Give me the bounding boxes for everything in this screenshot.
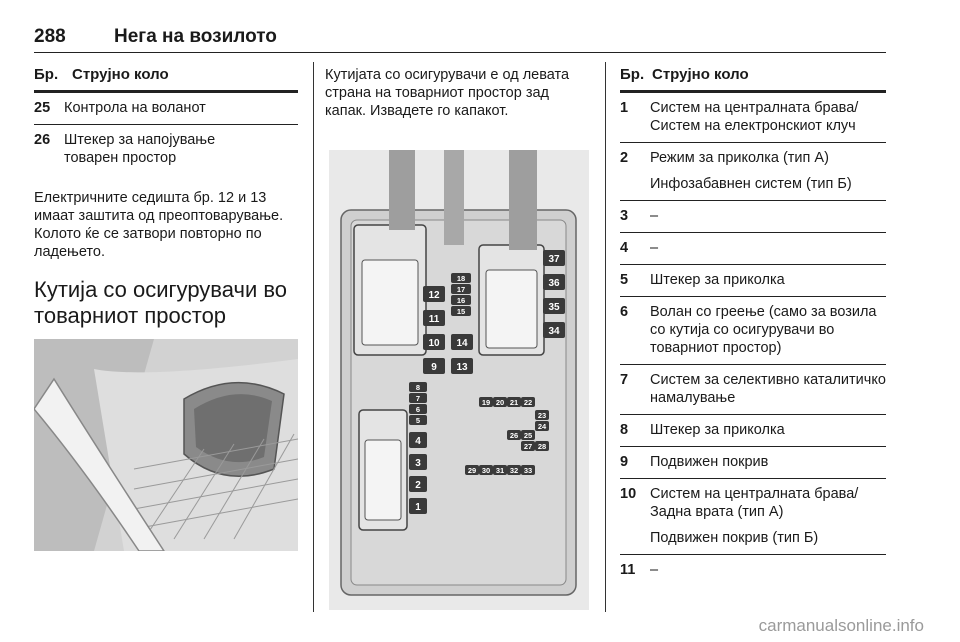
svg-text:5: 5 (415, 416, 421, 425)
row-main-text: Подвижен покрив (650, 454, 769, 470)
row-text (650, 99, 886, 135)
fuse-label-36 (543, 274, 565, 290)
table-row (620, 93, 886, 143)
section-title: Кутија со осигурувачи во товарниот простор (34, 277, 288, 328)
fuse-label-14 (451, 334, 473, 350)
row-main-text: – (650, 240, 659, 256)
row-number: 11 (620, 562, 636, 578)
fuse-note-paragraph: Електричните седишта бр. 12 и 13 имаат заштита од преоптоварување. Колото ќе се затвори повторно по ладењето. (34, 190, 284, 260)
row-text (650, 271, 886, 289)
fuse-label-2 (409, 476, 427, 492)
row-number: 26 (34, 132, 51, 148)
column-divider (605, 62, 606, 612)
svg-text:3: 3 (415, 458, 421, 469)
row-number: 5 (620, 272, 629, 288)
row-main-text: Систем на централната брава/Задна врата (тип А) (650, 486, 859, 520)
svg-text:12: 12 (428, 290, 440, 301)
fuse-label-30 (479, 465, 493, 475)
svg-text:14: 14 (456, 338, 468, 349)
table-row (620, 201, 886, 233)
row-text (650, 149, 886, 193)
svg-text:17: 17 (456, 285, 466, 294)
row-number: 6 (620, 304, 629, 320)
fuse-label-7 (409, 393, 427, 403)
fuse-label-28 (535, 441, 549, 451)
fuse-label-5 (409, 415, 427, 425)
svg-text:11: 11 (428, 314, 440, 325)
row-sub-text: Инфозабавнен систем (тип Б) (650, 176, 852, 192)
row-number: 3 (620, 208, 629, 224)
fuse-label-33 (521, 465, 535, 475)
table-row (620, 479, 886, 555)
fuse-label-19 (479, 397, 493, 407)
fuse-label-31 (493, 465, 507, 475)
svg-text:23: 23 (537, 411, 547, 420)
fuse-label-32 (507, 465, 521, 475)
table-row (34, 125, 298, 174)
table-row (620, 365, 886, 415)
row-text (650, 453, 886, 471)
row-number: 1 (620, 100, 629, 116)
table-header (620, 66, 886, 93)
fuse-label-20 (493, 397, 507, 407)
fuse-label-23 (535, 410, 549, 420)
row-sub-text: Подвижен покрив (тип Б) (650, 530, 819, 546)
table-header-circuit: Струјно коло (72, 66, 169, 83)
svg-text:19: 19 (481, 398, 491, 407)
svg-text:25: 25 (523, 431, 533, 440)
row-text (650, 485, 886, 547)
fuse-label-4 (409, 432, 427, 448)
fuse-label-27 (521, 441, 535, 451)
svg-text:24: 24 (537, 422, 547, 431)
svg-text:1: 1 (415, 502, 421, 513)
row-number: 25 (34, 100, 51, 116)
row-text (650, 561, 886, 579)
row-text (650, 421, 886, 439)
fuse-label-6 (409, 404, 427, 414)
svg-text:33: 33 (523, 466, 533, 475)
svg-text:18: 18 (456, 274, 466, 283)
table-header-circuit: Струјно коло (652, 66, 749, 83)
row-text: Контрола на воланот (64, 100, 206, 116)
svg-text:35: 35 (548, 302, 560, 313)
fuse-label-37 (543, 250, 565, 266)
page-number: 288 (34, 26, 66, 47)
row-main-text: Систем на централната брава/Систем на електронскиот клуч (650, 100, 859, 134)
fuse-label-34 (543, 322, 565, 338)
row-main-text: Штекер за приколка (650, 272, 785, 288)
svg-text:31: 31 (495, 466, 505, 475)
fuse-label-18 (451, 273, 471, 283)
svg-text:34: 34 (548, 326, 560, 337)
watermark: carmanualsonline.info (758, 616, 924, 635)
page-header (34, 22, 886, 53)
fuse-label-8 (409, 382, 427, 392)
row-main-text: Волан со греење (само за возила со кутија со осигурувачи во товарниот простор) (650, 304, 877, 356)
svg-text:15: 15 (456, 307, 466, 316)
table-row (620, 415, 886, 447)
fuse-box-diagram (329, 150, 589, 610)
fuse-label-11 (423, 310, 445, 326)
svg-text:21: 21 (509, 398, 519, 407)
middle-column (325, 66, 593, 120)
svg-text:37: 37 (548, 254, 560, 265)
row-text (650, 239, 886, 257)
fuse-label-35 (543, 298, 565, 314)
fuse-label-21 (507, 397, 521, 407)
table-header-number: Бр. (620, 66, 645, 83)
fuse-label-24 (535, 421, 549, 431)
column-divider (313, 62, 314, 612)
row-number: 4 (620, 240, 629, 256)
row-number: 10 (620, 486, 637, 502)
svg-text:9: 9 (431, 362, 437, 373)
row-main-text: Штекер за приколка (650, 422, 785, 438)
table-header-number: Бр. (34, 66, 59, 83)
row-number: 7 (620, 372, 629, 388)
fuse-label-3 (409, 454, 427, 470)
row-number: 8 (620, 422, 629, 438)
svg-text:7: 7 (415, 394, 421, 403)
table-row (620, 555, 886, 586)
fuse-label-16 (451, 295, 471, 305)
svg-text:36: 36 (548, 278, 560, 289)
svg-text:27: 27 (523, 442, 533, 451)
fuse-label-10 (423, 334, 445, 350)
svg-text:16: 16 (456, 296, 466, 305)
fuse-label-1 (409, 498, 427, 514)
svg-text:20: 20 (495, 398, 505, 407)
right-column (620, 66, 886, 586)
svg-text:28: 28 (537, 442, 547, 451)
left-column (34, 66, 298, 551)
row-main-text: – (650, 208, 659, 224)
svg-text:6: 6 (415, 405, 421, 414)
fuse-label-9 (423, 358, 445, 374)
row-text (650, 371, 886, 407)
svg-text:8: 8 (415, 383, 421, 392)
svg-text:26: 26 (509, 431, 519, 440)
row-main-text: – (650, 562, 659, 578)
table-row (620, 297, 886, 365)
row-text: Штекер за напојување товарен простор (64, 132, 216, 166)
svg-text:13: 13 (456, 362, 468, 373)
row-text (650, 303, 886, 357)
svg-text:2: 2 (415, 480, 421, 491)
cargo-compartment-illustration (34, 339, 298, 551)
fuse-label-29 (465, 465, 479, 475)
table-row (34, 93, 298, 125)
row-number: 2 (620, 150, 629, 166)
row-main-text: Систем за селективно каталитичко намалување (650, 372, 886, 406)
table-row (620, 265, 886, 297)
svg-text:10: 10 (428, 338, 440, 349)
table-row (620, 233, 886, 265)
fuse-label-15 (451, 306, 471, 316)
svg-text:22: 22 (523, 398, 533, 407)
table-row (620, 143, 886, 201)
fuse-label-22 (521, 397, 535, 407)
page-title: Нега на возилото (114, 26, 277, 47)
fuse-label-12 (423, 286, 445, 302)
svg-text:29: 29 (467, 466, 477, 475)
table-header (34, 66, 298, 93)
table-row (620, 447, 886, 479)
row-main-text: Режим за приколка (тип А) (650, 150, 829, 166)
fuse-label-13 (451, 358, 473, 374)
svg-text:4: 4 (415, 436, 421, 447)
svg-text:30: 30 (481, 466, 491, 475)
row-text (650, 207, 886, 225)
fuse-label-17 (451, 284, 471, 294)
fuse-label-26 (507, 430, 521, 440)
fuse-label-25 (521, 430, 535, 440)
svg-text:32: 32 (509, 466, 519, 475)
row-number: 9 (620, 454, 629, 470)
fuse-box-location-paragraph: Кутијата со осигурувачи е од левата страна на товарниот простор зад капак. Извадете го капакот. (325, 67, 570, 119)
